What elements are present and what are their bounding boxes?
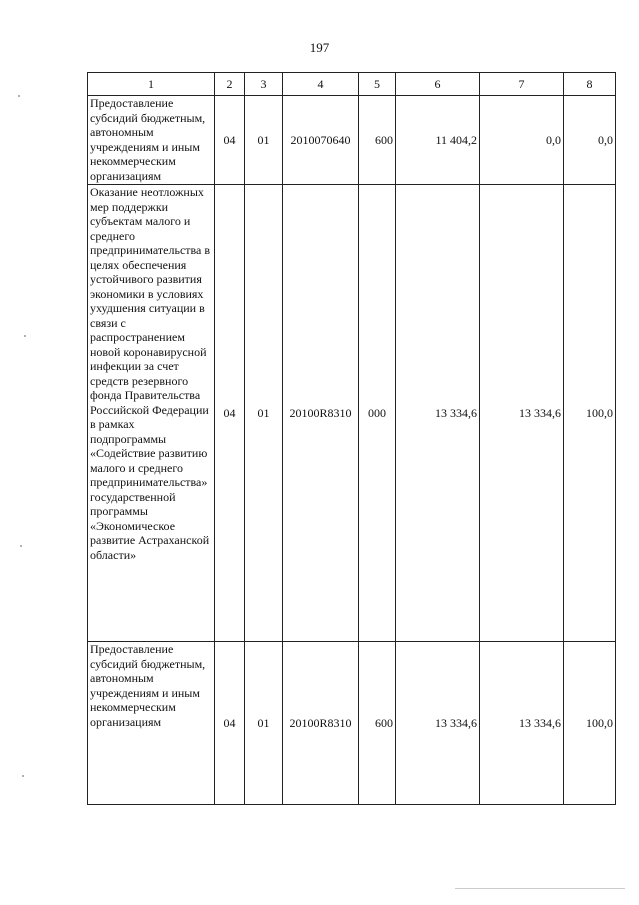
table-row xyxy=(88,642,616,805)
percent-cell: 100,0 xyxy=(564,185,616,642)
percent-cell: 0,0 xyxy=(564,96,616,185)
scan-edge-line xyxy=(455,888,625,889)
section-code-cell: 04 xyxy=(215,185,245,642)
column-header: 1 xyxy=(88,73,215,96)
subsection-code-cell: 01 xyxy=(245,96,283,185)
target-article-cell: 20100R8310 xyxy=(283,642,359,805)
expense-type-cell: 000 xyxy=(359,185,396,642)
column-header: 3 xyxy=(245,73,283,96)
scan-speck xyxy=(22,775,24,777)
scan-speck xyxy=(24,335,26,337)
section-code-cell: 04 xyxy=(215,642,245,805)
fact-amount-cell: 13 334,6 xyxy=(480,185,564,642)
page-number: 197 xyxy=(309,40,330,55)
subsection-code-cell: 01 xyxy=(245,642,283,805)
fact-amount-cell: 13 334,6 xyxy=(480,642,564,805)
plan-amount-cell: 13 334,6 xyxy=(396,185,480,642)
row-name-cell: Оказание неотложных мер поддержки субъектам малого и среднего предпринимательства в целях обеспечения устойчивого развития экономики в условиях ухудшения ситуации в связи с распространением новой коронавирусной инфекции за счет средств резервного фонда Правительства Российской Федерации в рамках подпрограммы «Содействие развитию малого и среднего предпринимательства» государственной программы «Экономическое развитие Астраханской области» xyxy=(88,185,215,642)
column-header: 2 xyxy=(215,73,245,96)
row-name-cell: Предоставление субсидий бюджетным, автономным учреждениям и иным некоммерческим организациям xyxy=(88,642,215,805)
subsection-code-cell: 01 xyxy=(245,185,283,642)
expense-type-cell: 600 xyxy=(359,642,396,805)
percent-cell: 100,0 xyxy=(564,642,616,805)
column-header: 5 xyxy=(359,73,396,96)
header-row xyxy=(88,73,616,96)
column-header: 7 xyxy=(480,73,564,96)
budget-table xyxy=(87,72,616,805)
expense-type-cell: 600 xyxy=(359,96,396,185)
plan-amount-cell: 11 404,2 xyxy=(396,96,480,185)
column-header: 4 xyxy=(283,73,359,96)
scan-speck xyxy=(20,545,22,547)
target-article-cell: 20100R8310 xyxy=(283,185,359,642)
table-row xyxy=(88,185,616,642)
scan-speck xyxy=(18,95,20,97)
row-name-cell: Предоставление субсидий бюджетным, автономным учреждениям и иным некоммерческим организациям xyxy=(88,96,215,185)
target-article-cell: 2010070640 xyxy=(283,96,359,185)
table-row xyxy=(88,96,616,185)
section-code-cell: 04 xyxy=(215,96,245,185)
plan-amount-cell: 13 334,6 xyxy=(396,642,480,805)
column-header: 6 xyxy=(396,73,480,96)
column-header: 8 xyxy=(564,73,616,96)
fact-amount-cell: 0,0 xyxy=(480,96,564,185)
